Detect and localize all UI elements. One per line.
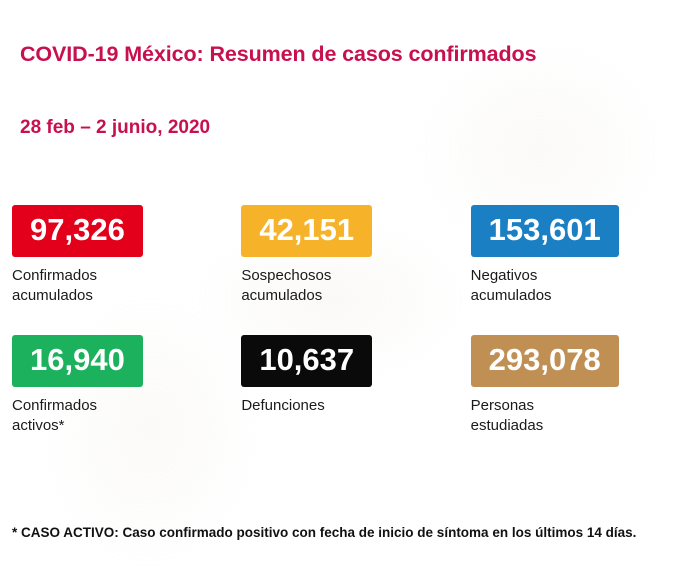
stat-label: [471, 266, 552, 306]
stat-label: [241, 266, 331, 306]
stat-label-line2: estudiadas: [470, 417, 544, 435]
stat-label-line2: acumulados: [12, 286, 93, 304]
stat-label-line1: Confirmados: [12, 397, 98, 415]
footnote-caso-activo: * CASO ACTIVO: Caso confirmado positivo con fecha de inicio de síntoma en los últimos 14 días.: [12, 525, 637, 540]
stat-label-line1: Defunciones: [241, 397, 325, 415]
stat-card-defunciones: [241, 335, 462, 435]
stat-value-badge: 42,151: [241, 205, 372, 257]
stat-card-negativos-acumulados: [471, 205, 692, 305]
stat-card-confirmados-activos: [12, 335, 233, 435]
stat-value-badge: 16,940: [12, 335, 143, 387]
stat-value-badge: 97,326: [12, 205, 143, 257]
stat-label: [12, 396, 97, 436]
stat-card-confirmados-acumulados: [12, 205, 233, 305]
stat-label: [471, 396, 544, 436]
page-title: COVID-19 México: Resumen de casos confirmados: [20, 42, 537, 66]
stat-label-line1: Personas: [470, 397, 535, 415]
stat-label: [12, 266, 97, 306]
stat-card-personas-estudiadas: [471, 335, 692, 435]
stat-label: [241, 396, 324, 416]
summary-grid: [12, 205, 692, 436]
stat-label-line1: Confirmados: [12, 266, 98, 284]
stat-label-line2: acumulados: [470, 286, 552, 304]
stat-value-badge: 10,637: [241, 335, 372, 387]
stat-value-badge: 153,601: [471, 205, 619, 257]
stat-label-line2: acumulados: [241, 286, 323, 304]
stat-card-sospechosos-acumulados: [241, 205, 462, 305]
stat-value-badge: 293,078: [471, 335, 619, 387]
stat-label-line1: Negativos: [470, 266, 538, 284]
date-range-subtitle: 28 feb – 2 junio, 2020: [20, 117, 211, 138]
stat-label-line1: Sospechosos: [241, 266, 332, 284]
stat-label-line2: activos*: [12, 417, 65, 435]
